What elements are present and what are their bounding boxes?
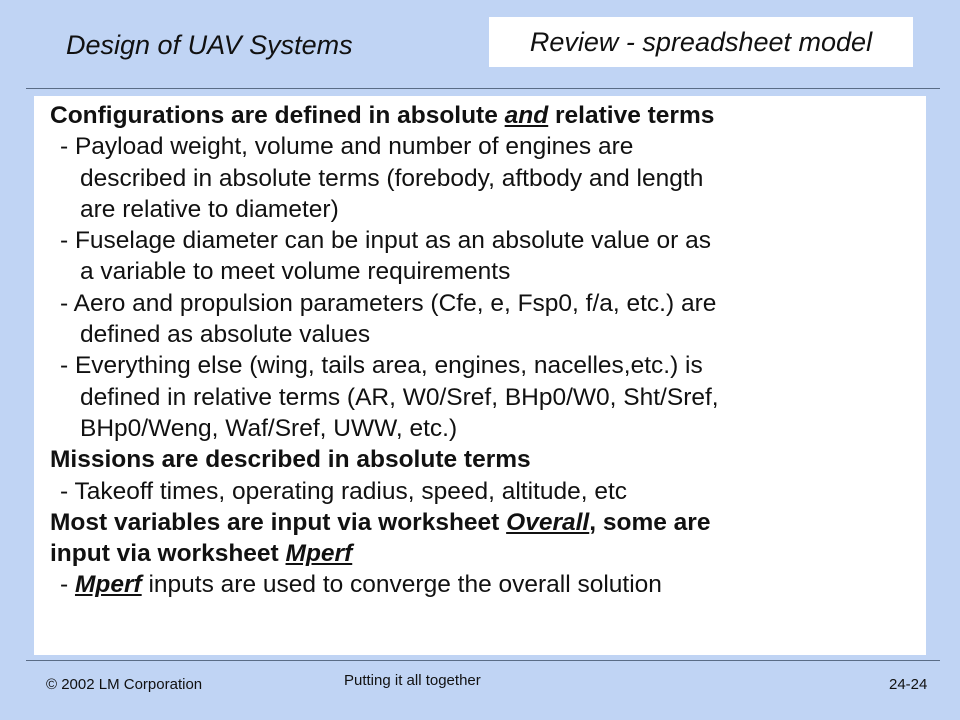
bullet-payload-cont-1: described in absolute terms (forebody, aftbody and length [80, 164, 704, 192]
bullet-everything-else-cont-2: BHp0/Weng, Waf/Sref, UWW, etc.) [80, 414, 458, 442]
section-title: Review - spreadsheet model [489, 17, 913, 67]
content-panel [34, 96, 926, 655]
bullet-payload: - Payload weight, volume and number of engines are [60, 133, 634, 161]
heading-configurations: Configurations are defined in absolute and relative terms [50, 102, 715, 129]
bullet-everything-else: - Everything else (wing, tails area, engines, nacelles,etc.) is [60, 352, 703, 380]
bullet-fuselage: - Fuselage diameter can be input as an absolute value or as [60, 227, 712, 255]
bullet-everything-else-cont-1: defined in relative terms (AR, W0/Sref, BHp0/W0, Sht/Sref, [80, 383, 719, 411]
header-divider [26, 88, 940, 89]
footer-copyright: © 2002 LM Corporation [46, 676, 203, 693]
bullet-aero: - Aero and propulsion parameters (Cfe, e, Fsp0, f/a, etc.) are [60, 289, 717, 317]
footer-divider [26, 660, 940, 661]
heading-variables-cont: input via worksheet Mperf [50, 540, 353, 568]
bullet-mperf: - Mperf inputs are used to converge the overall solution [60, 571, 662, 599]
bullet-payload-cont-2: are relative to diameter) [80, 195, 339, 223]
heading-variables: Most variables are input via worksheet Overall, some are [50, 508, 711, 536]
bullet-takeoff: - Takeoff times, operating radius, speed, altitude, etc [60, 477, 628, 505]
page-number: 24-24 [889, 676, 928, 693]
bullet-fuselage-cont: a variable to meet volume requirements [80, 258, 511, 286]
course-title: Design of UAV Systems [66, 30, 353, 60]
heading-missions: Missions are described in absolute terms [50, 446, 531, 474]
bullet-aero-cont: defined as absolute values [80, 321, 371, 349]
footer-section: Putting it all together [344, 672, 481, 689]
